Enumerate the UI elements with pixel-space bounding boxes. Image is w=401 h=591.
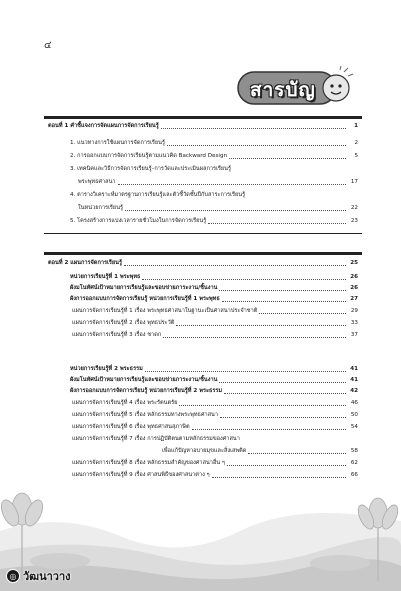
- toc-title: สารบัญ: [250, 79, 316, 101]
- unit2-title-row[interactable]: หน่วยการเรียนรู้ที่ 2 พระธรรม 41: [70, 366, 358, 373]
- section2-title-page: 25: [350, 260, 358, 267]
- unit2-design-row[interactable]: ผังการออกแบบการจัดการเรียนรู้ หน่วยการเรียนรู้ที่ 2 พระธรรม 42: [70, 388, 358, 395]
- lesson-plan-row[interactable]: แผนการจัดการเรียนรู้ที่ 3 เรื่อง ชาดก 37: [72, 332, 358, 339]
- page-number: ๔: [44, 40, 52, 51]
- section1: [48, 121, 358, 225]
- toc-item[interactable]: 1. แนวทางการใช้แผนการจัดการเรียนรู้ 2: [70, 140, 358, 147]
- toc-item[interactable]: พระพุทธศาสนา 17: [78, 179, 358, 186]
- lesson-plan-row[interactable]: แผนการจัดการเรียนรู้ที่ 5 เรื่อง หลักธรรมทางพระพุทธศาสนา 50: [72, 412, 358, 419]
- section1-title-page: 1: [354, 123, 358, 130]
- unit1-goal-row[interactable]: ผังมโนทัศน์เป้าหมายการเรียนรู้และขอบข่ายภาระงาน/ชิ้นงาน 26: [70, 285, 358, 292]
- lesson-plan-row[interactable]: แผนการจัดการเรียนรู้ที่ 9 เรื่อง ศาสนพิธีของศาสนาต่าง ๆ 66: [72, 472, 358, 479]
- unit1-design-row[interactable]: ผังการออกแบบการจัดการเรียนรู้ หน่วยการเรียนรู้ที่ 1 พระพุทธ 27: [70, 296, 358, 303]
- lesson-plan-row[interactable]: แผนการจัดการเรียนรู้ที่ 7 เรื่อง การปฏิบัติตนตามหลักธรรมของศาสนา: [72, 436, 240, 443]
- section1-title: ตอนที่ 1 คำชี้แจงการจัดแผนการจัดการเรียนรู้: [48, 123, 159, 130]
- section1-bottom-rule: [44, 233, 362, 234]
- section2: [48, 258, 358, 479]
- publisher-logo-text: วัฒนาวาง: [23, 570, 71, 583]
- lesson-plan-row[interactable]: แผนการจัดการเรียนรู้ที่ 8 เรื่อง หลักธรรมสำคัญของศาสนาอื่น ๆ 62: [72, 460, 358, 467]
- section2-title: ตอนที่ 2 แผนการจัดการเรียนรู้: [48, 260, 122, 267]
- section1-top-rule: [44, 116, 362, 119]
- toc-item[interactable]: 4. ตารางวิเคราะห์มาตรฐานการเรียนรู้และตัวชี้วัดชั้นปีกับสาระการเรียนรู้: [70, 192, 246, 199]
- toc-item[interactable]: 2. การออกแบบการจัดการเรียนรู้ตามแนวคิด Backward Design 5: [70, 153, 358, 160]
- lesson-plan-row[interactable]: แผนการจัดการเรียนรู้ที่ 4 เรื่อง พระรัตนตรัย 46: [72, 400, 358, 407]
- toc-header-badge: [236, 66, 356, 112]
- lesson-plan-row[interactable]: แผนการจัดการเรียนรู้ที่ 6 เรื่อง พุทธศาสนสุภาษิต 54: [72, 424, 358, 431]
- section1-title-row[interactable]: [48, 121, 358, 130]
- section2-title-row[interactable]: [48, 258, 358, 267]
- unit1-title-row[interactable]: หน่วยการเรียนรู้ที่ 1 พระพุทธ 26: [70, 274, 358, 281]
- toc-item[interactable]: 5. โครงสร้างการแบ่งเวลารายชั่วโมงในการจัดการเรียนรู้ 23: [70, 218, 358, 225]
- toc-item[interactable]: 3. เทคนิคและวิธีการจัดการเรียนรู้–การวัดและประเมินผลการเรียนรู้: [70, 166, 231, 173]
- logo-emblem-icon: ◎: [6, 569, 20, 583]
- section2-top-rule: [44, 252, 362, 255]
- publisher-logo: [6, 567, 71, 585]
- unit2-goal-row[interactable]: ผังมโนทัศน์เป้าหมายการเรียนรู้และขอบข่ายภาระงาน/ชิ้นงาน 41: [70, 377, 358, 384]
- lesson-plan-row[interactable]: แผนการจัดการเรียนรู้ที่ 2 เรื่อง พุทธประวัติ 33: [72, 320, 358, 327]
- lesson-plan-row[interactable]: แผนการจัดการเรียนรู้ที่ 1 เรื่อง พระพุทธศาสนาในฐานะเป็นศาสนาประจำชาติ 29: [72, 308, 358, 315]
- toc-item[interactable]: ในหน่วยการเรียนรู้ 22: [78, 205, 358, 212]
- lesson-plan-row[interactable]: เพื่อแก้ปัญหาอบายมุขและสิ่งเสพติด 58: [162, 448, 358, 455]
